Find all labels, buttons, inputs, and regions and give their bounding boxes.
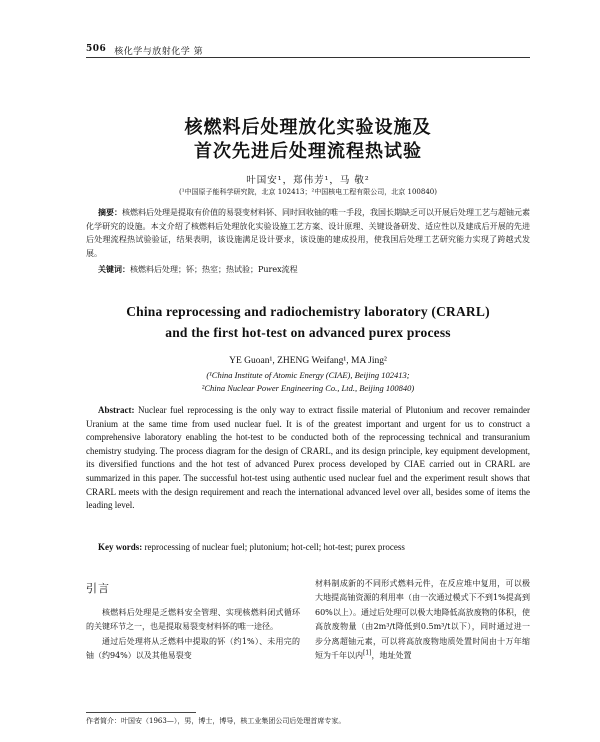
en-affiliation-2: ²China Nuclear Power Engineering Co., Ltd., Beijing 100840) bbox=[201, 383, 415, 393]
en-abstract bbox=[86, 404, 530, 513]
intro-paragraph-1: 核燃料后处理是乏燃料安全管理、实现核燃料闭式循环的关键环节之一，也是提取易裂变材料钚的唯一途径。 bbox=[86, 608, 300, 632]
en-affiliation-1: (¹China Institute of Atomic Energy (CIAE), Beijing 102413; bbox=[206, 370, 410, 380]
intro-right-text-end: ，地址处置 bbox=[371, 651, 412, 661]
en-title-line2: and the first hot-test on advanced purex process bbox=[165, 325, 451, 340]
intro-heading: 引言 bbox=[86, 582, 110, 595]
author-footnote: 作者简介：叶国安（1963—），男，博士，博导，核工业集团公司后处理首席专家。 bbox=[86, 717, 346, 725]
en-keywords bbox=[86, 541, 530, 554]
en-authors: YE Guoan¹, ZHENG Weifang¹, MA Jing² bbox=[229, 356, 387, 366]
page-number: 506 bbox=[86, 44, 107, 54]
right-column bbox=[315, 577, 530, 663]
intro-paragraph-2-cont bbox=[315, 577, 530, 663]
journal-name: 核化学与放射化学 第 bbox=[114, 47, 204, 57]
header-rule bbox=[86, 57, 530, 58]
cn-keywords-label: 关键词： bbox=[98, 265, 130, 274]
cn-title-line1: 核燃料后处理放化实验设施及 bbox=[184, 117, 432, 138]
footnote-rule bbox=[86, 712, 196, 713]
cn-abstract-label: 摘要： bbox=[98, 208, 122, 217]
cn-abstract-text: 核燃料后处理是提取有价值的易裂变材料钚、同时回收铀的唯一手段，我国长期缺乏可以开展后处理工艺与超铀元素化学研究的设施。本文介绍了核燃料后处理放化实验设施工艺方案、设计原理、关键设备研发、适应性以及建成后开展的先进后处理流程热试验验证，结果表明，该设施满足设计要求，该设施的建成投用，使我国后处理工艺研究能力实现了跨越式发展。 bbox=[86, 208, 530, 258]
en-abstract-label: Abstract: bbox=[98, 405, 135, 415]
cn-affiliation: (¹中国原子能科学研究院，北京 102413；²中国核电工程有限公司，北京 100840) bbox=[179, 188, 437, 196]
citation-ref: [1] bbox=[363, 649, 372, 657]
running-head bbox=[86, 44, 530, 57]
en-keywords-text: reprocessing of nuclear fuel; plutonium; hot-cell; hot-test; purex process bbox=[144, 542, 405, 552]
en-title-line1: China reprocessing and radiochemistry laboratory (CRARL) bbox=[126, 304, 490, 319]
cn-abstract bbox=[86, 206, 530, 260]
en-keywords-label: Key words: bbox=[98, 542, 143, 552]
cn-keywords bbox=[86, 263, 530, 276]
cn-title-line2: 首次先进后处理流程热试验 bbox=[194, 141, 422, 162]
left-column bbox=[86, 580, 300, 664]
intro-right-text: 材料制成新的不同形式燃料元件，在反应堆中复用，可以极大地提高铀资源的利用率（由一次通过模式下不到1%提高到60%以上）。通过后处理可以极大地降低高放废物的体积，使高放废物量（由2m³/t降低到0.5m³/t以下），同时通过进一步分离超铀元素，可以将高放废物地质处置时间由十万年缩短为千年以内 bbox=[315, 579, 530, 661]
intro-paragraph-2: 通过后处理将从乏燃料中提取的钚（约1%）、未用完的铀（约94%）以及其他易裂变 bbox=[86, 636, 300, 661]
cn-authors: 叶国安¹，郑伟芳¹，马 敬² bbox=[246, 175, 370, 186]
cn-keywords-text: 核燃料后处理；钚；热室；热试验；Purex流程 bbox=[130, 265, 298, 274]
en-abstract-text: Nuclear fuel reprocessing is the only way to extract fissile material of Plutonium and recover remainder Uranium at the same time from used nuclear fuel. It is of the greatest important and urgent for us to construct a comprehensive laboratory enabling the hot-test to be conducted both of the reprocessing technical and transuranium chemistry studying. The process diagram for the design of CRARL, and its design principle, key equipment development, its diversified functions and the hot test of advanced Purex process developed by CIAE carried out in CRARL are summarized in this paper. The successful hot-test using authentic used nuclear fuel and the experiment result shows that CRARL meets with the design requirement and reach the international advanced level over all, besides some of items the leading level. bbox=[86, 405, 531, 511]
